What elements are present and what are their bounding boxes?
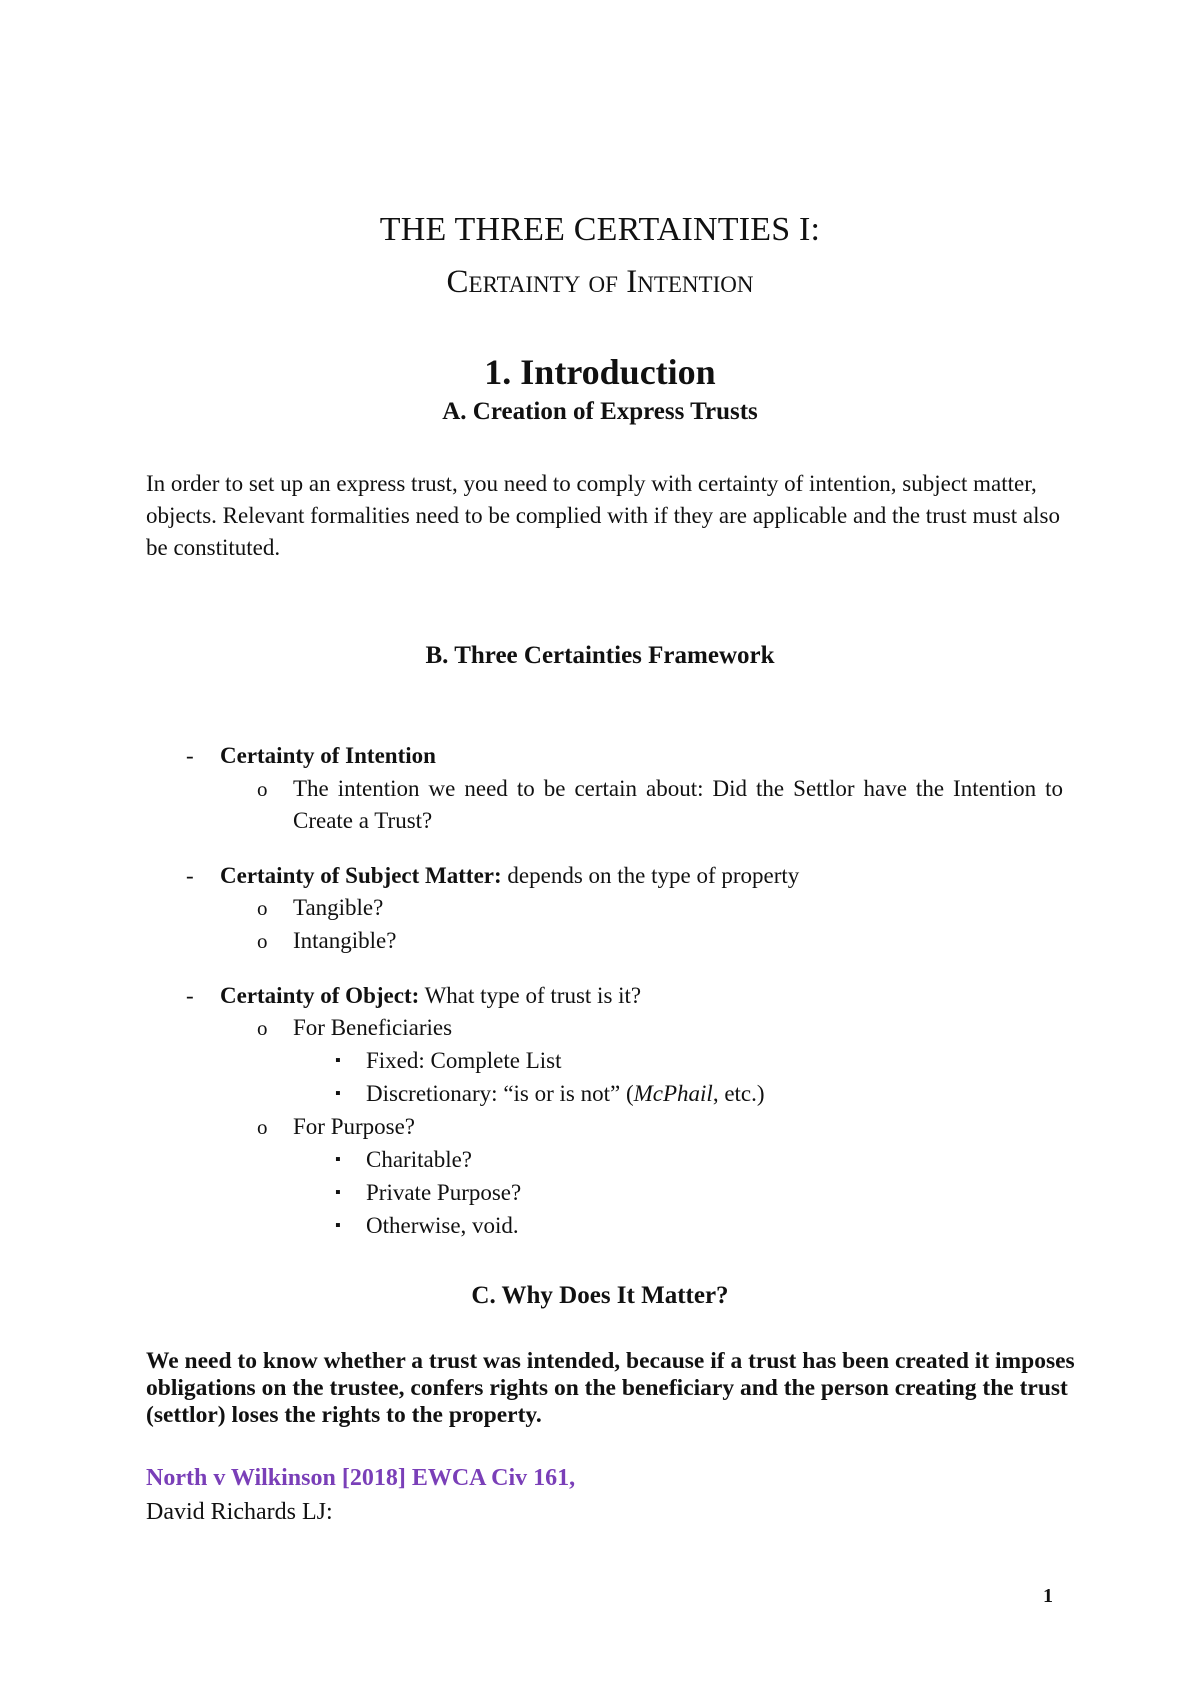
circle-bullet: o (257, 896, 268, 920)
tangible-label: Tangible? (293, 895, 384, 920)
dash-bullet: - (186, 743, 194, 768)
charitable-label: Charitable? (366, 1147, 473, 1172)
square-bullet: ▪ (335, 1151, 341, 1168)
page-number: 1 (1043, 1585, 1053, 1607)
paragraph-express-trusts: In order to set up an express trust, you need to comply with certainty of intention, subject matter, objects. Relevant formalities need to be complied with if they are applicable and the trust must also be constituted. (146, 471, 1060, 560)
intention-description: The intention we need to be certain about: Did the Settlor have the Intention to Create a Trust? (293, 776, 1063, 833)
square-bullet: ▪ (335, 1217, 341, 1234)
discretionary-pre: Discretionary: “is or is not” ( (366, 1081, 634, 1106)
document-subtitle: Certainty of Intention (446, 264, 754, 300)
object-rest: What type of trust is it? (419, 983, 642, 1008)
private-purpose-label: Private Purpose? (366, 1180, 522, 1205)
fixed-label: Fixed: Complete List (366, 1048, 562, 1073)
circle-bullet: o (257, 777, 268, 801)
circle-bullet: o (257, 1016, 268, 1040)
square-bullet: ▪ (335, 1052, 341, 1069)
discretionary-post: , etc.) (712, 1081, 765, 1106)
discretionary-text (366, 1078, 765, 1110)
case-citation-link[interactable]: North v Wilkinson [2018] EWCA Civ 161, (146, 1465, 576, 1491)
dash-bullet: - (186, 863, 194, 888)
intangible-label: Intangible? (293, 928, 397, 953)
square-bullet: ▪ (335, 1085, 341, 1102)
purpose-label: For Purpose? (293, 1114, 416, 1139)
object-label: Certainty of Object: (220, 983, 420, 1008)
circle-bullet: o (257, 929, 268, 953)
paragraph-why-it-matters: We need to know whether a trust was intended, because if a trust has been created it imposes obligations on the trustee, confers rights on the beneficiary and the person creating the trust (settlor) loses the rights to the property. (146, 1348, 1075, 1428)
square-bullet: ▪ (335, 1184, 341, 1201)
circle-bullet: o (257, 1115, 268, 1139)
dash-bullet: - (186, 983, 194, 1008)
otherwise-void-label: Otherwise, void. (366, 1213, 519, 1238)
subject-matter-text (220, 860, 799, 892)
subject-matter-rest: depends on the type of property (501, 863, 800, 888)
document-title: THE THREE CERTAINTIES I: (379, 211, 821, 248)
object-text (220, 980, 641, 1012)
subheading-three-certainties-framework: B. Three Certainties Framework (425, 642, 775, 669)
intention-label: Certainty of Intention (220, 743, 436, 768)
subheading-creation-of-express-trusts: A. Creation of Express Trusts (442, 398, 758, 425)
subject-matter-label: Certainty of Subject Matter: (220, 863, 502, 888)
section-heading-introduction: 1. Introduction (484, 352, 716, 392)
beneficiaries-label: For Beneficiaries (293, 1015, 453, 1040)
judge-name: David Richards LJ: (146, 1499, 333, 1525)
subheading-why-does-it-matter: C. Why Does It Matter? (471, 1282, 729, 1309)
discretionary-case: McPhail (633, 1081, 713, 1106)
